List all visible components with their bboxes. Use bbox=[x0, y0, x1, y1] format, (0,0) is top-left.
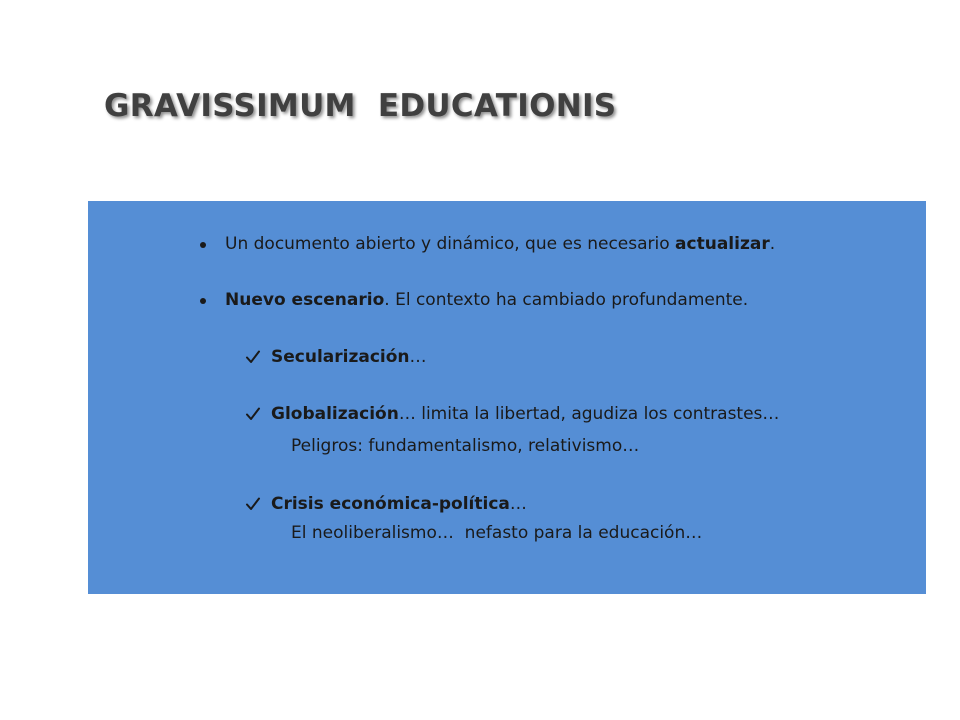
check-bold-text: Secularización bbox=[271, 347, 410, 367]
check-bold-text: Crisis económica-política bbox=[271, 494, 510, 514]
check-text: … limita la libertad, agudiza los contrastes… bbox=[398, 404, 780, 424]
bullet-dot-icon bbox=[200, 298, 206, 304]
slide-title: GRAVISSIMUM EDUCATIONIS bbox=[104, 88, 617, 124]
checkmark-icon bbox=[245, 496, 261, 512]
check-bold-text: Globalización bbox=[271, 404, 399, 424]
bullet-bold-text: actualizar bbox=[675, 234, 770, 254]
check-item-secularizacion bbox=[271, 347, 427, 368]
checkmark-icon bbox=[245, 349, 261, 365]
check-subline-neoliberalismo: El neoliberalismo… nefasto para la educación… bbox=[291, 523, 703, 543]
bullet-bold-text: Nuevo escenario bbox=[225, 290, 385, 310]
check-text: … bbox=[509, 494, 527, 514]
content-box bbox=[88, 201, 926, 594]
check-item-crisis bbox=[271, 494, 527, 515]
bullet-item-actualizar bbox=[225, 234, 775, 255]
check-subline-peligros: Peligros: fundamentalismo, relativismo… bbox=[291, 436, 640, 456]
check-item-globalizacion bbox=[271, 404, 779, 425]
bullet-text-end: . bbox=[769, 234, 776, 254]
checkmark-icon bbox=[245, 406, 261, 422]
bullet-item-nuevo-escenario bbox=[225, 290, 748, 311]
bullet-text-end: . El contexto ha cambiado profundamente. bbox=[384, 290, 749, 310]
bullet-dot-icon bbox=[200, 242, 206, 248]
check-text: … bbox=[409, 347, 427, 367]
bullet-text: Un documento abierto y dinámico, que es necesario bbox=[225, 234, 676, 254]
